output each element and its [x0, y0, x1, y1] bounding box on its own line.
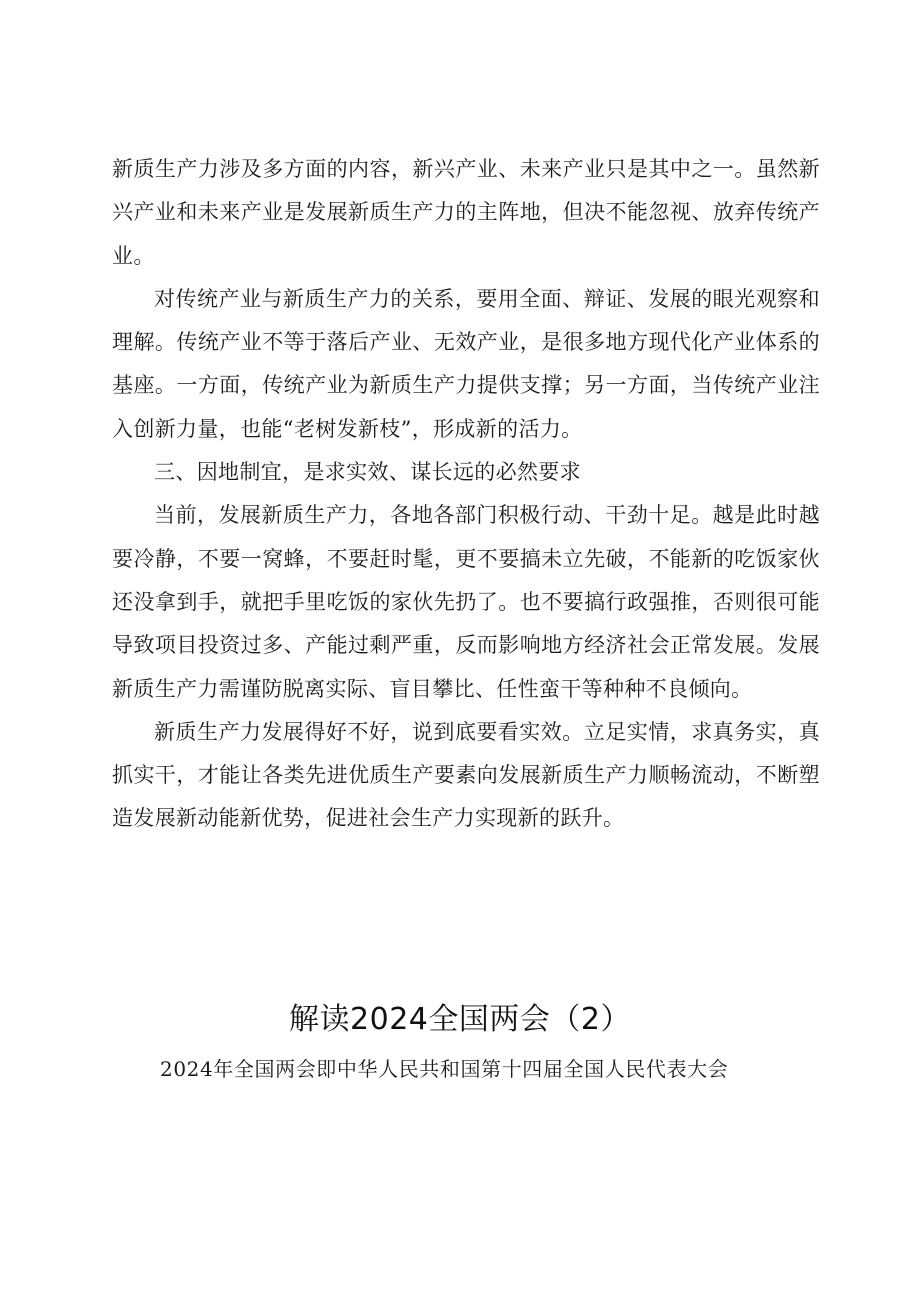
paragraph-1: 新质生产力涉及多方面的内容，新兴产业、未来产业只是其中之一。虽然新兴产业和未来产业是发展新质生产力的主阵地，但决不能忽视、放弃传统产业。 [112, 157, 820, 268]
next-section-first-line: 2024年全国两会即中华人民共和国第十四届全国人民代表大会 [160, 1057, 729, 1081]
article-body [112, 148, 820, 841]
next-section-title: 解读2024全国两会（2） [289, 1002, 631, 1037]
section-heading: 三、因地制宜，是求实效、谋长远的必然要求 [154, 460, 581, 485]
paragraph-3: 当前，发展新质生产力，各地各部门积极行动、干劲十足。越是此时越要冷静，不要一窝蜂，不要赶时髦，更不要搞未立先破，不能新的吃饭家伙还没拿到手，就把手里吃饭的家伙先扔了。也不要搞行政强推，否则很可能导致项目投资过多、产能过剩严重，反而影响地方经济社会正常发展。发展新质生产力需谨防脱离实际、盲目攀比、任性蛮干等种种不良倾向。 [112, 503, 820, 701]
paragraph-2: 对传统产业与新质生产力的关系，要用全面、辩证、发展的眼光观察和理解。传统产业不等于落后产业、无效产业，是很多地方现代化产业体系的基座。一方面，传统产业为新质生产力提供支撑；另一方面，当传统产业注入创新力量，也能“老树发新枝”，形成新的活力。 [112, 286, 820, 441]
paragraph-4: 新质生产力发展得好不好，说到底要看实效。立足实情，求真务实，真抓实干，才能让各类先进优质生产要素向发展新质生产力顺畅流动，不断塑造发展新动能新优势，促进社会生产力实现新的跃升。 [112, 719, 820, 831]
